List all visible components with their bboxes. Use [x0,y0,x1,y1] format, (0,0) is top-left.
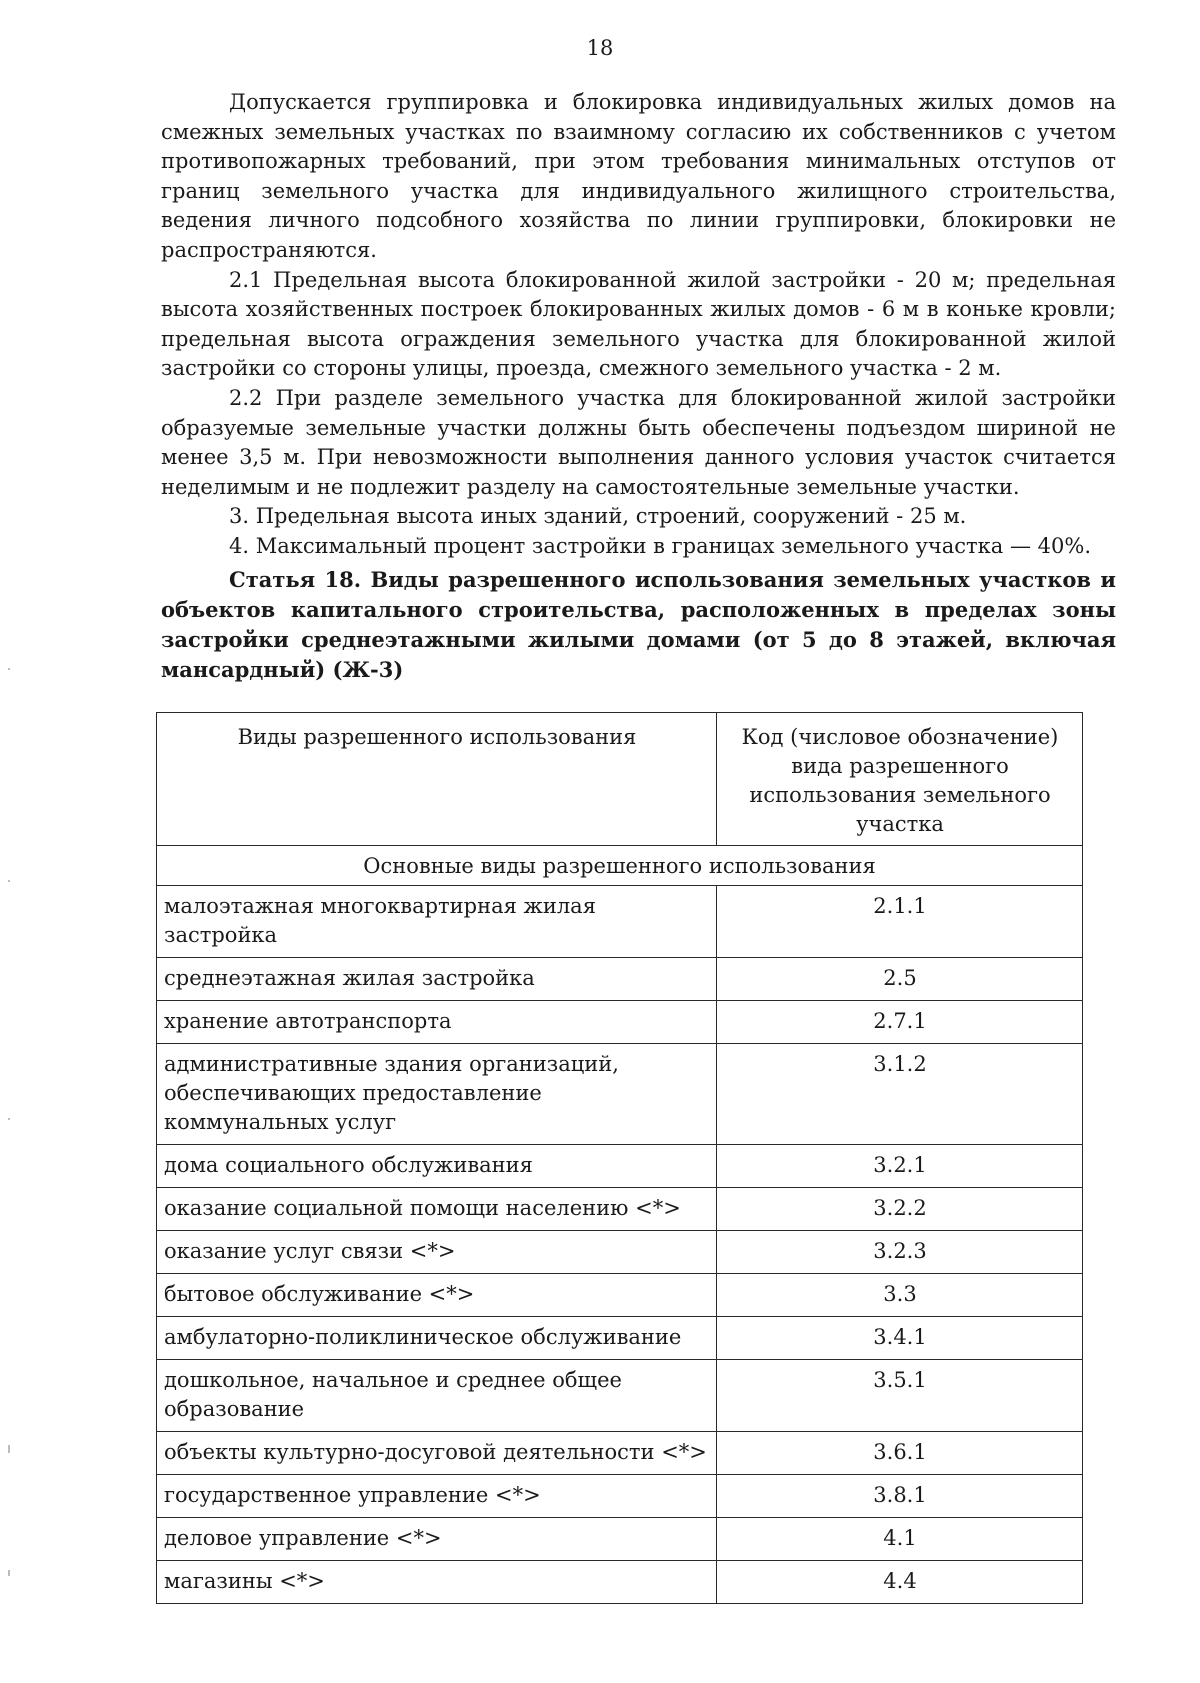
scan-edge-mark [8,880,10,882]
use-code-cell: 3.2.3 [717,1231,1083,1274]
use-code-cell: 3.4.1 [717,1317,1083,1360]
table-row [157,1145,1083,1188]
body-text [161,88,1116,562]
table-row [157,1360,1083,1432]
permitted-uses-table [156,712,1083,1604]
scan-edge-mark [8,1445,10,1453]
use-name-cell: государственное управление <*> [157,1475,717,1518]
use-name-cell: оказание услуг связи <*> [157,1231,717,1274]
table-row [157,886,1083,958]
table-row [157,1317,1083,1360]
use-name-cell: магазины <*> [157,1561,717,1604]
use-code-cell: 4.4 [717,1561,1083,1604]
use-code-cell: 3.1.2 [717,1044,1083,1145]
use-code-cell: 2.1.1 [717,886,1083,958]
use-code-cell: 4.1 [717,1518,1083,1561]
header-use-type: Виды разрешенного использования [157,713,717,846]
use-code-cell: 3.5.1 [717,1360,1083,1432]
use-name-cell: оказание социальной помощи населению <*> [157,1188,717,1231]
header-use-code: Код (числовое обозначение) вида разрешенного использования земельного участка [717,713,1083,846]
use-name-cell: среднеэтажная жилая застройка [157,958,717,1001]
use-name-cell: бытовое обслуживание <*> [157,1274,717,1317]
table-row [157,1475,1083,1518]
scan-edge-mark [8,1118,10,1120]
article-heading: Статья 18. Виды разрешенного использования земельных участков и объектов капитального строительства, расположенных в пределах зоны застройки среднеэтажными жилыми домами (от 5 до 8 этажей, включая мансардный) (Ж-3) [161,567,1116,682]
table-row [157,1188,1083,1231]
paragraph-4: 4. Максимальный процент застройки в границах земельного участка — 40%. [229,533,1092,558]
table-row [157,1518,1083,1561]
section-title: Основные виды разрешенного использования [157,846,1083,886]
table-section-row [157,846,1083,886]
use-code-cell: 3.3 [717,1274,1083,1317]
use-code-cell: 2.7.1 [717,1001,1083,1044]
paragraph-2-1: 2.1 Предельная высота блокированной жилой застройки - 20 м; предельная высота хозяйственных построек блокированных жилых домов - 6 м в коньке кровли; предельная высота ограждения земельного участка для блокированной жилой застройки со стороны улицы, проезда, смежного земельного участка - 2 м. [161,267,1116,381]
use-name-cell: дошкольное, начальное и среднее общее образование [157,1360,717,1432]
use-name-cell: объекты культурно-досуговой деятельности <*> [157,1432,717,1475]
table-row [157,1001,1083,1044]
use-name-cell: хранение автотранспорта [157,1001,717,1044]
table-row [157,1432,1083,1475]
use-name-cell: деловое управление <*> [157,1518,717,1561]
scan-edge-mark [8,1570,10,1576]
use-name-cell: амбулаторно-поликлиническое обслуживание [157,1317,717,1360]
use-code-cell: 3.2.2 [717,1188,1083,1231]
use-code-cell: 2.5 [717,958,1083,1001]
use-name-cell: дома социального обслуживания [157,1145,717,1188]
use-code-cell: 3.8.1 [717,1475,1083,1518]
table-body [157,846,1083,1604]
table-row [157,1044,1083,1145]
table-row [157,1274,1083,1317]
use-name-cell: малоэтажная многоквартирная жилая застройка [157,886,717,958]
page-number: 18 [586,36,614,60]
use-code-cell: 3.2.1 [717,1145,1083,1188]
table-row [157,1231,1083,1274]
use-code-cell: 3.6.1 [717,1432,1083,1475]
use-name-cell: административные здания организаций, обеспечивающих предоставление коммунальных услуг [157,1044,717,1145]
paragraph-3: 3. Предельная высота иных зданий, строений, сооружений - 25 м. [229,504,967,529]
table-row [157,1561,1083,1604]
paragraph-2-2: 2.2 При разделе земельного участка для блокированной жилой застройки образуемые земельные участки должны быть обеспечены подъездом шириной не менее 3,5 м. При невозможности выполнения данного условия участок считается неделимым и не подлежит разделу на самостоятельные земельные участки. [161,385,1116,499]
table-row [157,958,1083,1001]
table-header-row [157,713,1083,846]
scan-edge-mark [8,668,10,670]
paragraph-grouping: Допускается группировка и блокировка индивидуальных жилых домов на смежных земельных участках по взаимному согласию их собственников с учетом противопожарных требований, при этом требования минимальных отступов от границ земельного участка для индивидуального жилищного строительства, ведения личного подсобного хозяйства по линии группировки, блокировки не распространяются. [161,90,1116,262]
